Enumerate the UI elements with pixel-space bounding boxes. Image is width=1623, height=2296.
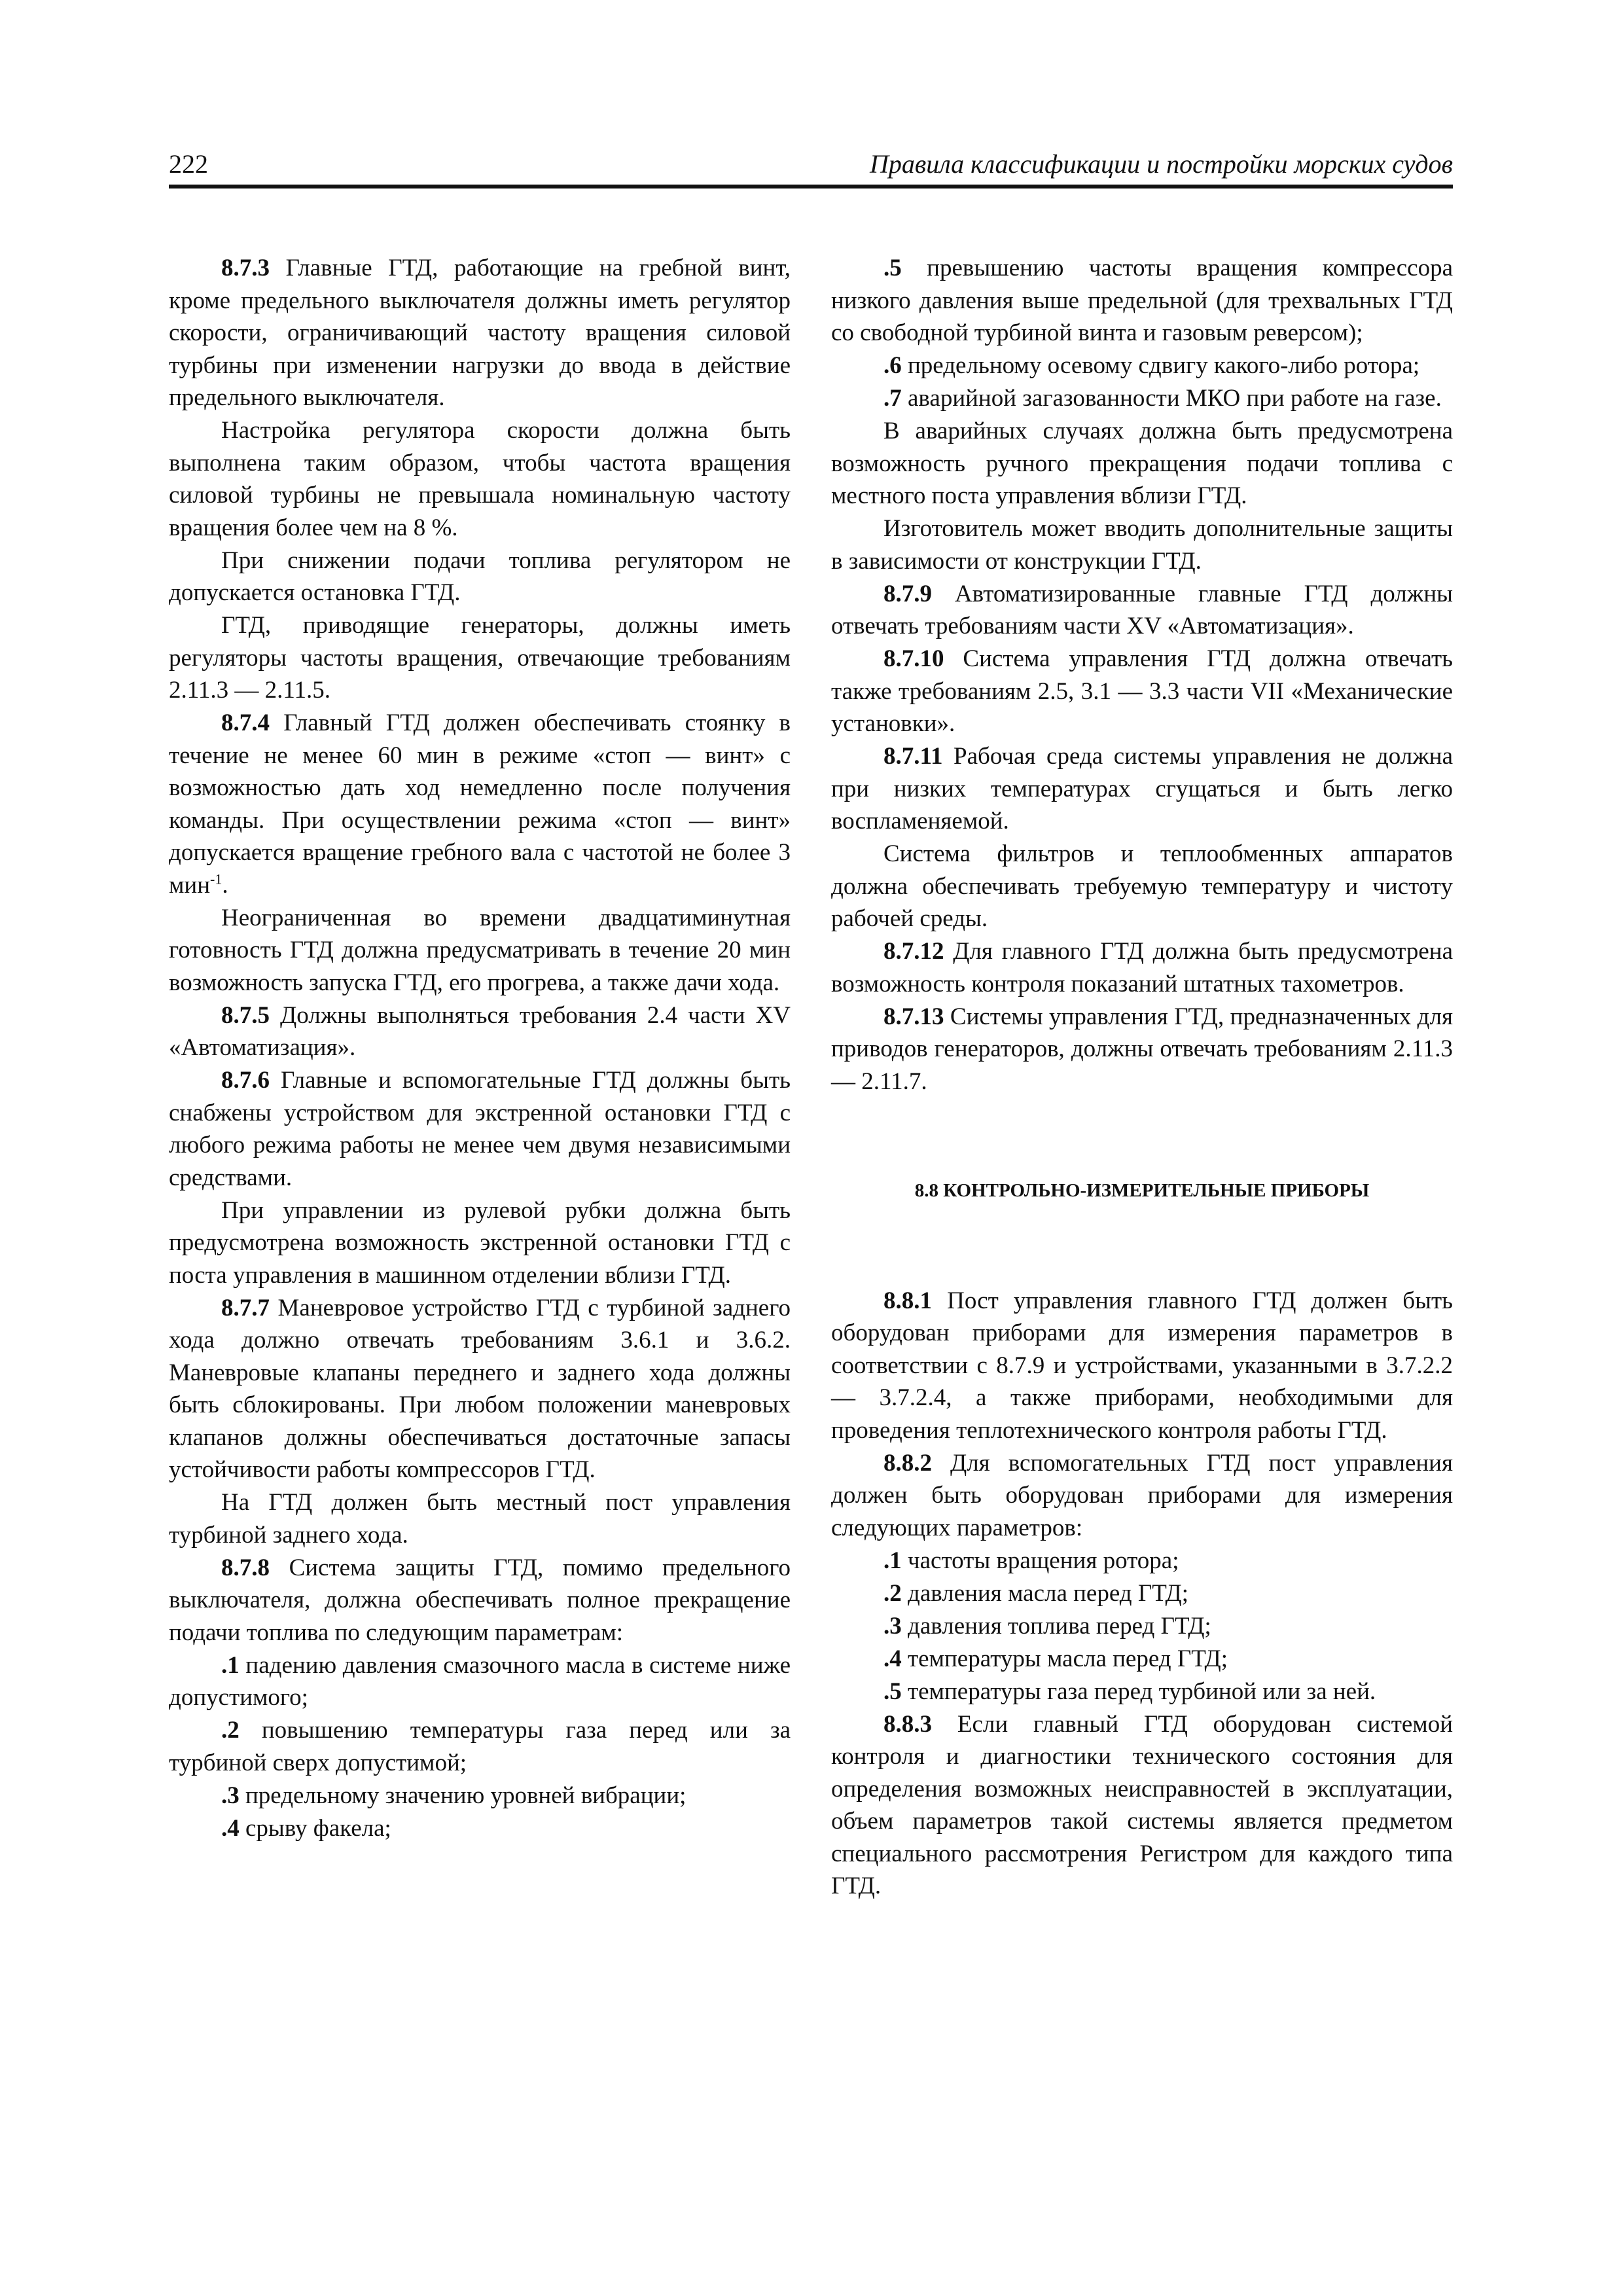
clause-number: .1 — [221, 1651, 240, 1679]
clause-number: .4 — [221, 1814, 240, 1842]
clause-number: 8.7.11 — [883, 743, 943, 770]
clause-number: 8.7.12 — [883, 938, 944, 965]
paragraph-text: аварийной загазованности МКО при работе на газе. — [901, 385, 1442, 412]
clause-number: 8.7.6 — [221, 1067, 270, 1094]
paragraph — [169, 1812, 791, 1845]
paragraph-text: На ГТД должен быть местный пост управления турбиной заднего хода. — [169, 1489, 791, 1549]
paragraph — [831, 935, 1453, 1000]
running-title: Правила классификации и постройки морских судов — [869, 149, 1453, 179]
paragraph-text: Автоматизированные главные ГТД должны отвечать требованиям части XV «Автоматизация». — [831, 580, 1453, 639]
paragraph-text: Маневровое устройство ГТД с турбиной заднего хода должно отвечать требованиям 3.6.1 и 3.6.2. Маневровые клапаны переднего и заднего хода должны быть сблокированы. При любом положении маневровых клапанов должны обеспечиваться достаточные запасы устойчивости работы компрессоров ГТД. — [169, 1294, 791, 1483]
paragraph — [831, 1545, 1453, 1577]
paragraph — [831, 1643, 1453, 1676]
paragraph — [169, 545, 791, 609]
clause-number: .7 — [883, 385, 902, 412]
paragraph — [831, 1708, 1453, 1903]
paragraph — [831, 578, 1453, 643]
clause-number: .6 — [883, 352, 902, 379]
paragraph-text: Если главный ГТД оборудован системой контроля и диагностики технического состояния для определения возможных неисправностей в эксплуатации, объем параметров такой системы является предметом специального рассмотрения Регистром для каждого типа ГТД. — [831, 1710, 1453, 1899]
paragraph — [169, 1649, 791, 1714]
paragraph-text: Должны выполняться требования 2.4 части XV «Автоматизация». — [169, 1001, 791, 1061]
paragraph-text: В аварийных случаях должна быть предусмотрена возможность ручного прекращения подачи топлива с местного поста управления вблизи ГТД. — [831, 418, 1453, 509]
paragraph-text: предельному значению уровней вибрации; — [239, 1782, 687, 1809]
paragraph-text: Система фильтров и теплообменных аппаратов должна обеспечивать требуемую температуру и чистоту рабочей среды. — [831, 840, 1453, 932]
clause-number: .1 — [883, 1547, 902, 1574]
paragraph-text: падению давления смазочного масла в системе ниже допустимого; — [169, 1651, 791, 1711]
paragraph — [831, 252, 1453, 350]
superscript: -1 — [210, 870, 223, 888]
clause-number: 8.7.8 — [221, 1554, 270, 1581]
paragraph — [831, 382, 1453, 415]
paragraph-text: повышению температуры газа перед или за турбиной сверх допустимой; — [169, 1717, 791, 1776]
clause-number: .3 — [883, 1612, 902, 1640]
paragraph-text: При управлении из рулевой рубки должна быть предусмотрена возможность экстренной остановки ГТД с поста управления в машинном отделении вблизи ГТД. — [169, 1196, 791, 1289]
paragraph — [169, 1486, 791, 1551]
clause-number: 8.7.5 — [221, 1001, 270, 1029]
clause-number: 8.7.3 — [221, 255, 270, 281]
paragraph — [169, 1064, 791, 1194]
page-header — [169, 143, 1453, 188]
paragraph-text: давления топлива перед ГТД; — [901, 1612, 1211, 1640]
paragraph-text: температуры газа перед турбиной или за ней. — [901, 1677, 1376, 1705]
paragraph — [169, 1780, 791, 1812]
clause-number: 8.7.10 — [883, 645, 944, 672]
paragraph-text: давления масла перед ГТД; — [901, 1579, 1189, 1607]
paragraph — [831, 350, 1453, 382]
paragraph-text: Главные и вспомогательные ГТД должны быть снабжены устройством для экстренной остановки ГТД с любого режима работы не менее чем двумя независимыми средствами. — [169, 1067, 791, 1191]
paragraph — [169, 902, 791, 999]
paragraph-tail: . — [222, 871, 228, 899]
paragraph — [831, 643, 1453, 740]
clause-number: 8.8.3 — [883, 1710, 932, 1738]
paragraph — [831, 1610, 1453, 1643]
paragraph-text: Для вспомогательных ГТД пост управления должен быть оборудован приборами для измерения следующих параметров: — [831, 1449, 1453, 1541]
paragraph — [169, 252, 791, 414]
paragraph-text: Настройка регулятора скорости должна быть выполнена таким образом, чтобы частота вращения силовой турбины не превышала номинальную частоту вращения более чем на 8 %. — [169, 417, 791, 541]
paragraph — [831, 415, 1453, 512]
paragraph-text: превышению частоты вращения компрессора низкого давления выше предельной (для трехвальных ГТД со свободной турбиной винта и газовым реверсом); — [831, 255, 1453, 346]
paragraph-text: Главный ГТД должен обеспечивать стоянку в течение не менее 60 мин в режиме «стоп — винт» с возможностью дать ход немедленно после получения команды. При осуществлении режима «стоп — винт» допускается вращение гребного вала с частотой не более 3 мин — [169, 709, 791, 899]
paragraph — [169, 1552, 791, 1649]
paragraph — [169, 999, 791, 1064]
page-number: 222 — [169, 149, 208, 179]
paragraph — [831, 1577, 1453, 1610]
clause-number: .2 — [221, 1717, 240, 1744]
paragraph — [831, 1676, 1453, 1708]
paragraph-text: Изготовитель может вводить дополнительные защиты в зависимости от конструкции ГТД. — [831, 515, 1453, 575]
paragraph-text: срыву факела; — [239, 1814, 391, 1842]
paragraph — [169, 609, 791, 707]
paragraph-text: Система управления ГТД должна отвечать также требованиям 2.5, 3.1 — 3.3 части VII «Механические установки». — [831, 645, 1453, 737]
clause-number: 8.7.4 — [221, 709, 270, 736]
clause-number: 8.7.7 — [221, 1294, 270, 1321]
right-column-part-a — [831, 252, 1453, 1098]
clause-number: 8.7.13 — [883, 1003, 944, 1030]
paragraph-text: Рабочая среда системы управления не должна при низких температурах сгущаться и быть легко воспламеняемой. — [831, 743, 1453, 834]
paragraph — [169, 1292, 791, 1486]
left-column — [169, 252, 791, 1845]
paragraph — [831, 1001, 1453, 1098]
paragraph — [831, 740, 1453, 838]
paragraph-text: температуры масла перед ГТД; — [901, 1645, 1228, 1672]
paragraph-text: Система защиты ГТД, помимо предельного выключателя, должна обеспечивать полное прекращение подачи топлива по следующим параметрам: — [169, 1554, 791, 1646]
clause-number: .2 — [883, 1579, 902, 1607]
paragraph-text: При снижении подачи топлива регулятором не допускается остановка ГТД. — [169, 547, 791, 606]
paragraph-text: Для главного ГТД должна быть предусмотрена возможность контроля показаний штатных тахометров. — [831, 938, 1453, 997]
clause-number: .4 — [883, 1645, 902, 1672]
clause-number: 8.7.9 — [883, 580, 932, 607]
paragraph — [831, 1447, 1453, 1545]
paragraph-text: предельному осевому сдвигу какого-либо ротора; — [901, 352, 1420, 379]
clause-number: 8.8.2 — [883, 1449, 932, 1477]
paragraph-text: Системы управления ГТД, предназначенных для приводов генераторов, должны отвечать требованиям 2.11.3 — 2.11.7. — [831, 1003, 1453, 1095]
paragraph — [169, 414, 791, 544]
paragraph-text: Неограниченная во времени двадцатиминутная готовность ГТД должна предусматривать в течение 20 мин возможность запуска ГТД, его прогрева, а также дачи хода. — [169, 904, 791, 996]
right-column-part-b — [831, 1285, 1453, 1903]
paragraph-text: Главные ГТД, работающие на гребной винт, кроме предельного выключателя должны иметь регулятор скорости, ограничивающий частоту вращения силовой турбины при изменении нагрузки до ввода в действие предельного выключателя. — [169, 255, 791, 411]
paragraph — [831, 838, 1453, 935]
clause-number: .3 — [221, 1782, 240, 1809]
section-title: 8.8 КОНТРОЛЬНО-ИЗМЕРИТЕЛЬНЫЕ ПРИБОРЫ — [914, 1180, 1370, 1201]
paragraph — [169, 1194, 791, 1292]
paragraph — [169, 707, 791, 901]
paragraph — [169, 1714, 791, 1779]
paragraph-text: ГТД, приводящие генераторы, должны иметь регуляторы частоты вращения, отвечающие требованиям 2.11.3 — 2.11.5. — [169, 612, 791, 704]
paragraph-text: частоты вращения ротора; — [901, 1547, 1179, 1574]
paragraph — [831, 512, 1453, 577]
clause-number: .5 — [883, 1677, 902, 1705]
clause-number: .5 — [883, 255, 902, 281]
clause-number: 8.8.1 — [883, 1287, 932, 1314]
right-column — [831, 252, 1453, 1903]
paragraph-text: Пост управления главного ГТД должен быть оборудован приборами для измерения параметров в соответствии с 8.7.9 и устройствами, указанными в 3.7.2.2 — 3.7.2.4, а также приборами, необходимыми для проведения теплотехнического контроля работы ГТД. — [831, 1287, 1453, 1444]
paragraph — [831, 1285, 1453, 1447]
